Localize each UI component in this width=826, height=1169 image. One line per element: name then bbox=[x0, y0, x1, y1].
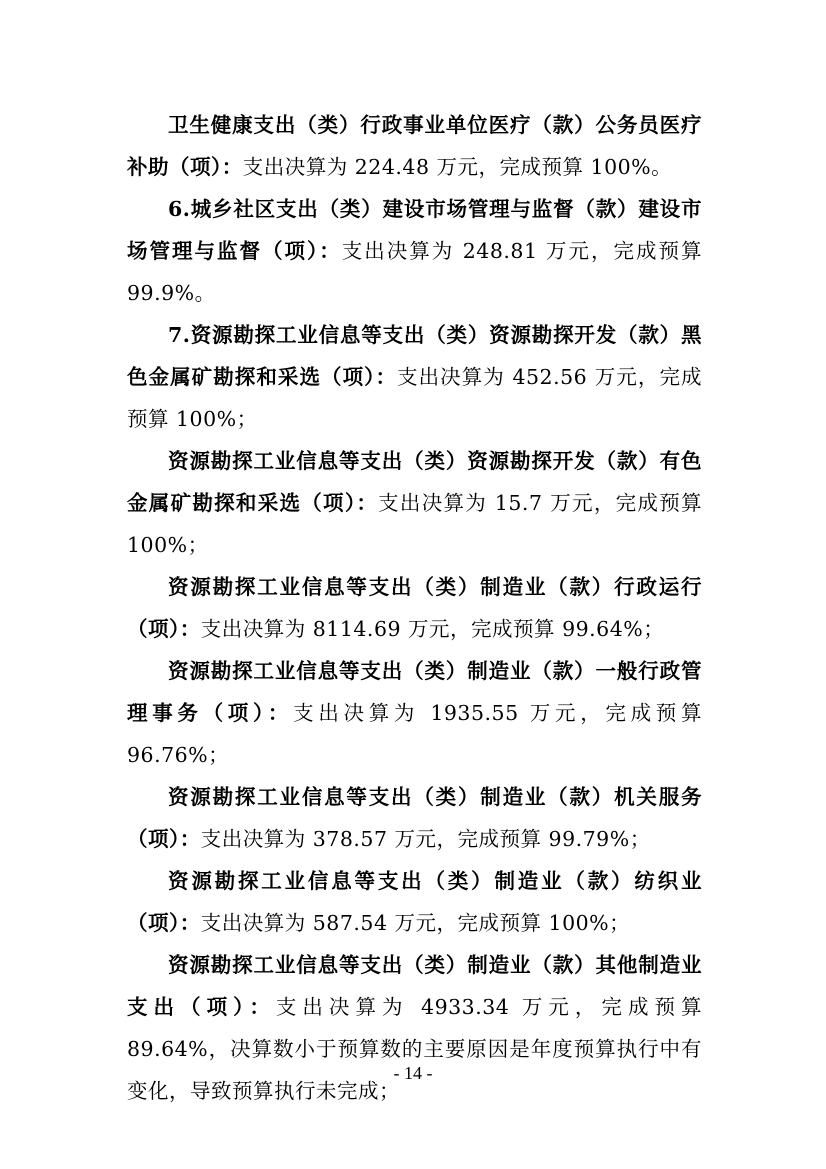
item-heading: 资源勘探工业信息等支出（类）制造业（款）机关服务（项）： bbox=[127, 785, 702, 851]
item-text: 支出决算为 15.7 万元，完成预算 100%； bbox=[127, 491, 702, 557]
paragraph-manufacturing-general-admin bbox=[127, 650, 702, 776]
paragraph-nonferrous-metal-mining bbox=[127, 440, 702, 566]
document-body bbox=[127, 104, 702, 1112]
item-text: 支出决算为 1935.55 万元，完成预算 96.76%； bbox=[127, 701, 703, 767]
paragraph-manufacturing-textile bbox=[127, 860, 702, 944]
item-heading: 7.资源勘探工业信息等支出（类）资源勘探开发（款）黑色金属矿勘探和采选（项）： bbox=[127, 323, 702, 389]
item-heading: 资源勘探工业信息等支出（类）制造业（款）一般行政管理事务（项）： bbox=[127, 659, 702, 725]
item-heading: 资源勘探工业信息等支出（类）制造业（款）行政运行（项）： bbox=[127, 575, 702, 641]
paragraph-manufacturing-admin-operation bbox=[127, 566, 702, 650]
paragraph-manufacturing-agency-services bbox=[127, 776, 702, 860]
item-text: 支出决算为 587.54 万元，完成预算 100%； bbox=[200, 911, 631, 935]
page-number: - 14 - bbox=[393, 1063, 433, 1083]
item-text: 支出决算为 452.56 万元，完成预算 100%； bbox=[127, 365, 703, 431]
item-text: 支出决算为 378.57 万元，完成预算 99.79%； bbox=[200, 827, 651, 851]
paragraph-urban-rural-construction-market bbox=[127, 188, 702, 314]
item-text: 支出决算为 4933.34 万元，完成预算 89.64%，决算数小于预算数的主要原因是年度预算执行中有变化，导致预算执行未完成； bbox=[127, 995, 702, 1103]
item-heading: 资源勘探工业信息等支出（类）制造业（款）其他制造业支出（项）： bbox=[127, 953, 702, 1019]
item-text: 支出决算为 224.48 万元，完成预算 100%。 bbox=[242, 155, 673, 179]
item-text: 支出决算为 248.81 万元，完成预算 99.9%。 bbox=[127, 239, 703, 305]
paragraph-manufacturing-other bbox=[127, 944, 702, 1112]
item-heading: 6.城乡社区支出（类）建设市场管理与监督（款）建设市场管理与监督（项）： bbox=[127, 197, 702, 263]
paragraph-health-civil-servant-medical bbox=[127, 104, 702, 188]
item-text: 支出决算为 8114.69 万元，完成预算 99.64%； bbox=[200, 617, 665, 641]
paragraph-ferrous-metal-mining bbox=[127, 314, 702, 440]
item-heading: 卫生健康支出（类）行政事业单位医疗（款）公务员医疗补助（项）： bbox=[127, 113, 702, 179]
item-heading: 资源勘探工业信息等支出（类）资源勘探开发（款）有色金属矿勘探和采选（项）： bbox=[127, 449, 702, 515]
item-heading: 资源勘探工业信息等支出（类）制造业（款）纺织业（项）： bbox=[127, 869, 702, 935]
